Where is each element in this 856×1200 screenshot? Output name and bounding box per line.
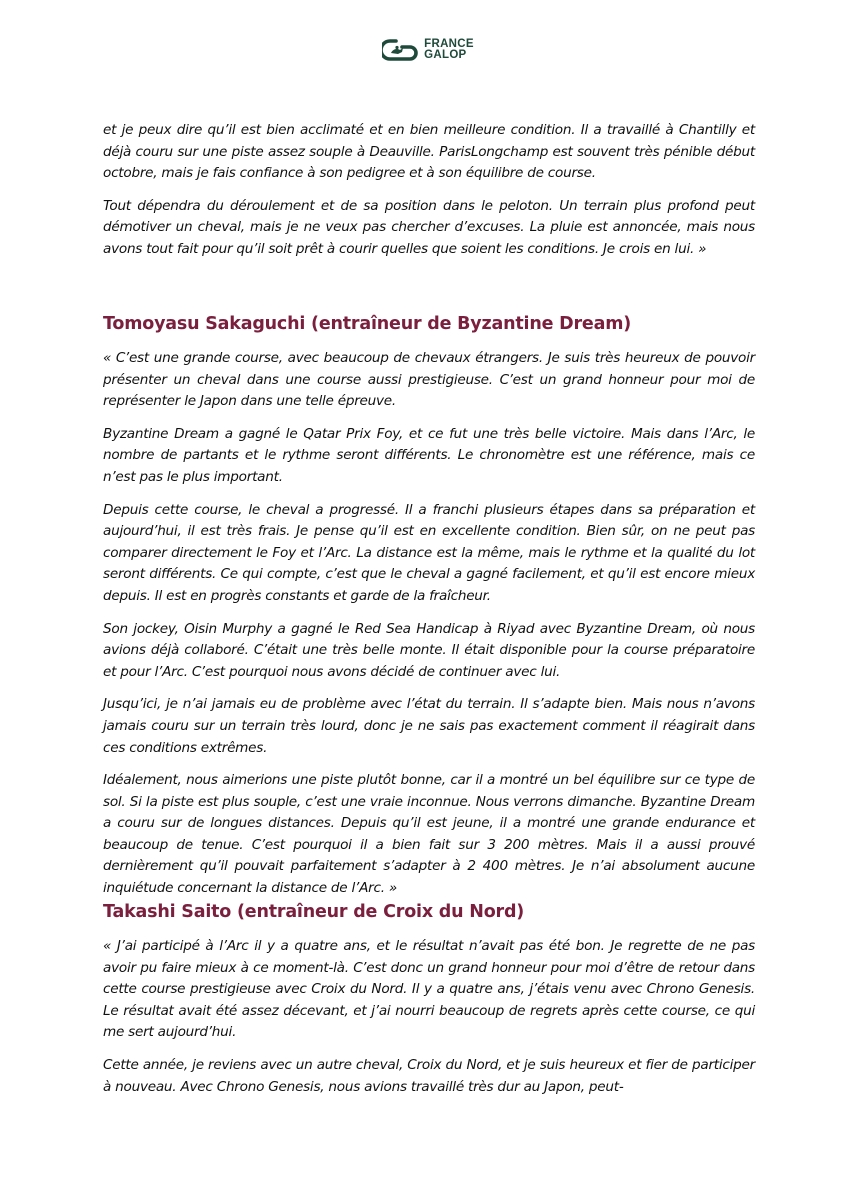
logo-text-galop: GALOP [424,49,467,61]
paragraph: Idéalement, nous aimerions une piste plutôt bonne, car il a montré un bel équilibre sur ce type de sol. Si la piste est plus souple, c’est une vraie inconnue. Nous verrons dimanche. Byzantine Dream a couru sur de longues distances. Depuis qu’il est jeune, il a montré une grande endurance et beaucoup de tenue. C’est pourquoi il a bien fait sur 3 200 mètres. Mais il a aussi prouvé dernièrement qu’il pouvait parfaitement s’adapter à 2 400 mètres. Je n’ai absolument aucune inquiétude concernant la distance de l’Arc. » [103,772,755,897]
page-header [0,38,856,62]
logo-text-france: FRANCE [424,38,474,50]
section-saito [103,900,755,1109]
paragraph: Jusqu’ici, je n’ai jamais eu de problème avec l’état du terrain. Il s’adapte bien. Mais nous n’avons jamais couru sur un terrain très lourd, donc je ne sais pas exactement comment il réagirait dans ces conditions extrêmes. [103,696,755,756]
paragraph: et je peux dire qu’il est bien acclimaté et en bien meilleure condition. Il a travaillé à Chantilly et déjà couru sur une piste assez souple à Deauville. ParisLongchamp est souvent très pénible début octobre, mais je fais confiance à son pedigree et à son équilibre de course. [103,122,755,182]
paragraph: « C’est une grande course, avec beaucoup de chevaux étrangers. Je suis très heureux de pouvoir présenter un cheval dans une course aussi prestigieuse. C’est un grand honneur pour moi de représenter le Japon dans une telle épreuve. [103,350,755,410]
section-sakaguchi [103,312,755,911]
france-galop-logo [382,38,474,62]
section-heading: Takashi Saito (entraîneur de Croix du Nord) [103,902,525,922]
section-heading: Tomoyasu Sakaguchi (entraîneur de Byzantine Dream) [103,314,632,334]
paragraph: Tout dépendra du déroulement et de sa position dans le peloton. Un terrain plus profond peut démotiver un cheval, mais je ne veux pas chercher d’excuses. La pluie est annoncée, mais nous avons tout fait pour qu’il soit prêt à courir quelles que soient les conditions. Je crois en lui. » [103,197,755,257]
paragraph: Son jockey, Oisin Murphy a gagné le Red Sea Handicap à Riyad avec Byzantine Dream, où nous avions déjà collaboré. C’était une très belle monte. Il était disponible pour la course préparatoire et pour l’Arc. C’est pourquoi nous avons décidé de continuer avec lui. [103,620,755,680]
paragraph: « J’ai participé à l’Arc il y a quatre ans, et le résultat n’avait pas été bon. Je regrette de ne pas avoir pu faire mieux à ce moment-là. C’est donc un grand honneur pour moi d’être de retour dans cette course prestigieuse avec Croix du Nord. Il y a quatre ans, j’étais venu avec Chrono Genesis. Le résultat avait été assez décevant, et j’ai nourri beaucoup de regrets après cette course, ce qui me sert aujourd’hui. [103,938,755,1041]
intro-continuation [103,120,755,272]
paragraph: Cette année, je reviens avec un autre cheval, Croix du Nord, et je suis heureux et fier de participer à nouveau. Avec Chrono Genesis, nous avions travaillé très dur au Japon, peut- [103,1056,755,1095]
paragraph: Depuis cette course, le cheval a progressé. Il a franchi plusieurs étapes dans sa préparation et aujourd’hui, il est très frais. Je pense qu’il est en excellente condition. Bien sûr, on ne peut pas comparer directement le Foy et l’Arc. La distance est la même, mais le rythme et la qualité du lot seront différents. Ce qui compte, c’est que le cheval a gagné facilement, et qu’il est encore mieux depuis. Il est en progrès constants et garde de la fraîcheur. [103,501,755,604]
paragraph: Byzantine Dream a gagné le Qatar Prix Foy, et ce fut une très belle victoire. Mais dans l’Arc, le nombre de partants et le rythme seront différents. Le chronomètre est une référence, mais ce n’est pas le plus important. [103,425,755,485]
horse-rider-loop-icon [382,38,418,62]
